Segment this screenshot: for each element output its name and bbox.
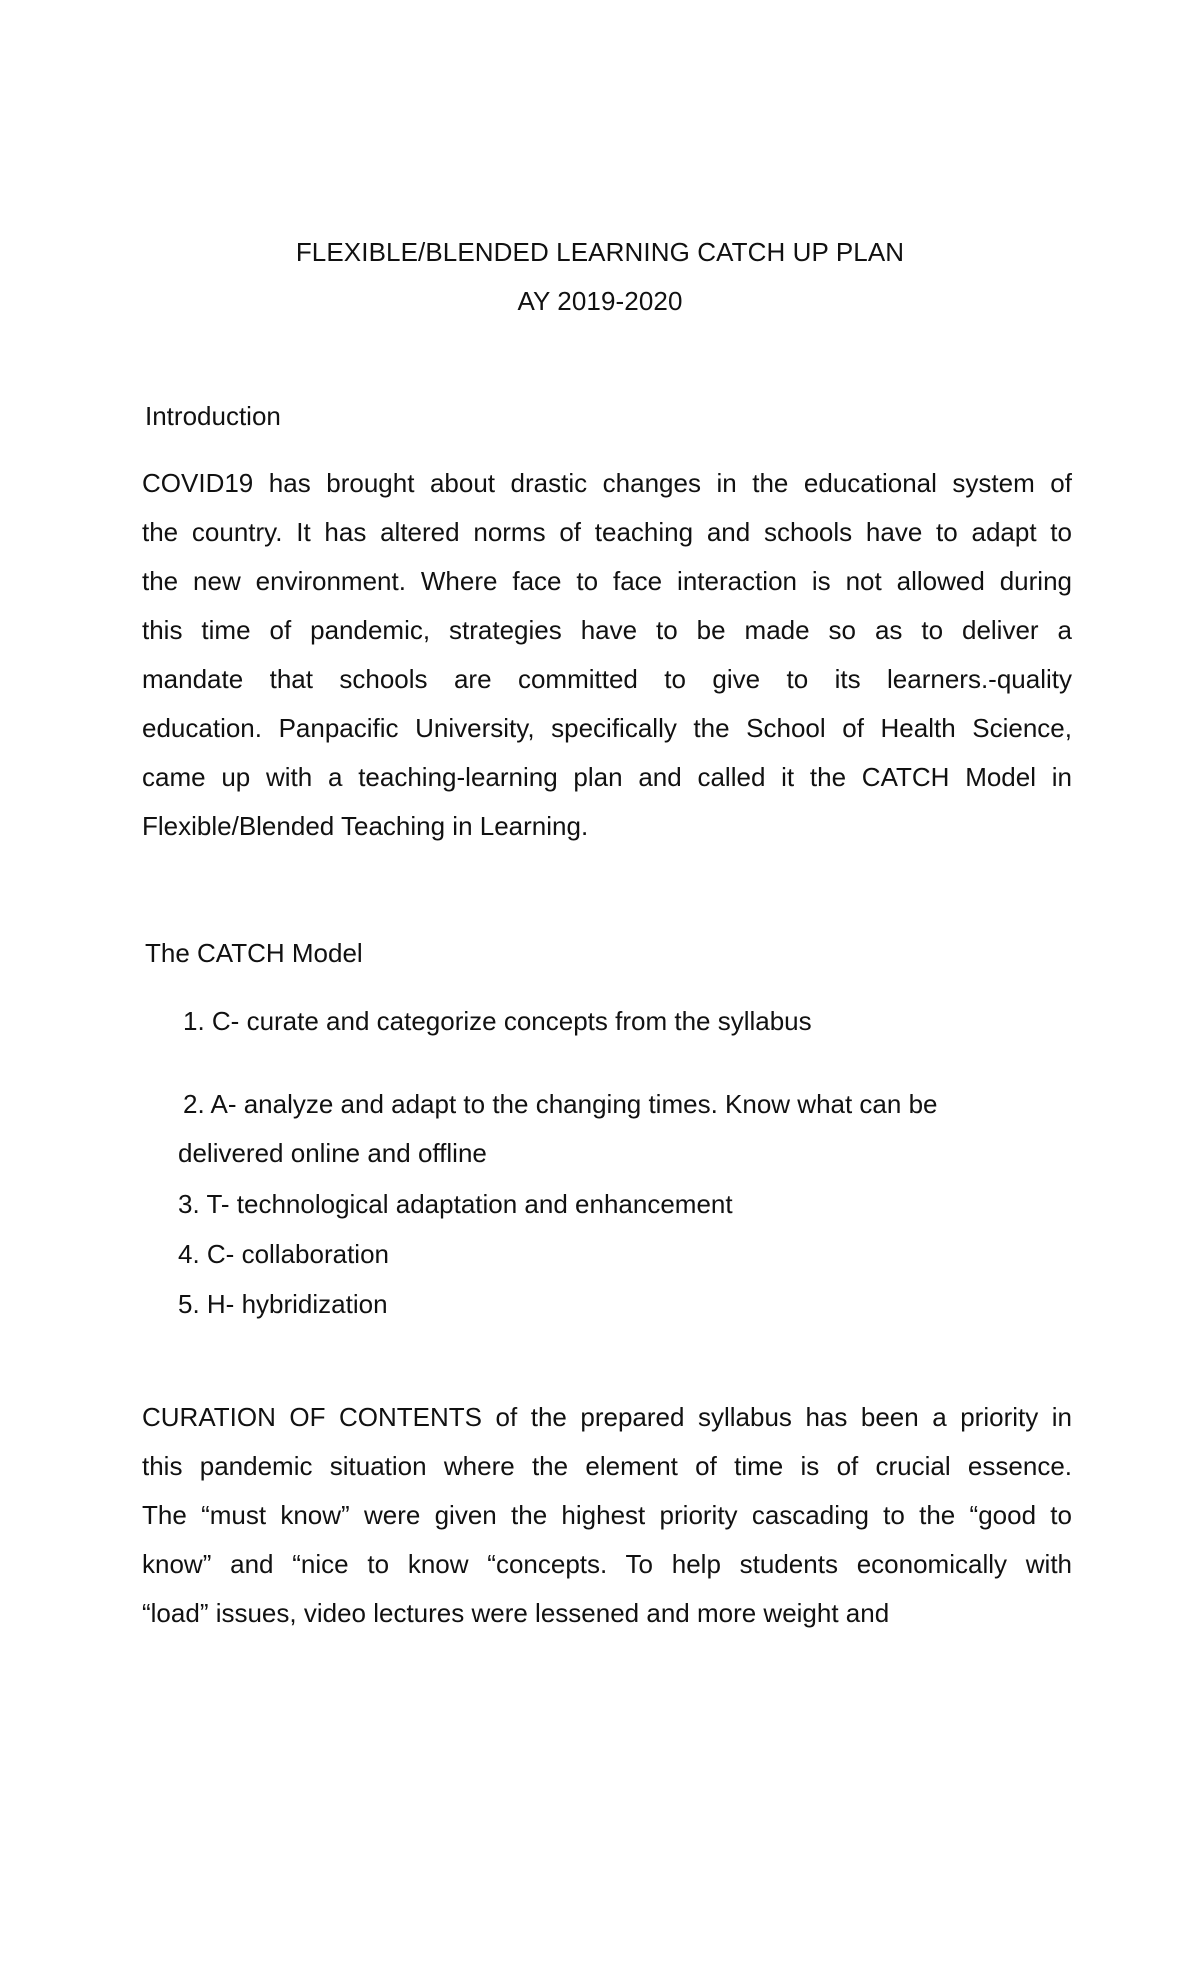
catch-list-item-continuation: delivered online and offline [178,1138,487,1168]
introduction-paragraph [142,459,1072,851]
paragraph-line: Flexible/Blended Teaching in Learning. [142,811,589,841]
paragraph-line: the country. It has altered norms of teaching and schools have to adapt to [142,517,1072,547]
curation-paragraph [142,1393,1072,1638]
introduction-heading: Introduction [145,401,281,431]
document-title: FLEXIBLE/BLENDED LEARNING CATCH UP PLAN [295,237,905,267]
paragraph-line: the new environment. Where face to face interaction is not allowed during [142,566,1072,596]
academic-year: AY 2019-2020 [517,286,683,316]
catch-list-item: 5. H- hybridization [178,1289,388,1319]
paragraph-line: this pandemic situation where the element of time is of crucial essence. [142,1451,1072,1481]
paragraph-line: COVID19 has brought about drastic changes in the educational system of [142,468,1072,498]
paragraph-line: “load” issues, video lectures were lessened and more weight and [142,1598,890,1628]
paragraph-line: mandate that schools are committed to give to its learners.-quality [142,664,1072,694]
catch-list-item: 1. C- curate and categorize concepts from the syllabus [183,1006,812,1036]
catch-list-item: 3. T- technological adaptation and enhancement [178,1189,733,1219]
catch-list-item: 4. C- collaboration [178,1239,389,1269]
paragraph-line: CURATION OF CONTENTS of the prepared syllabus has been a priority in [142,1402,1072,1432]
paragraph-line: came up with a teaching-learning plan and called it the CATCH Model in [142,762,1072,792]
paragraph-line: this time of pandemic, strategies have to be made so as to deliver a [142,615,1072,645]
catch-list-item: 2. A- analyze and adapt to the changing times. Know what can be [183,1089,938,1119]
catch-model-heading: The CATCH Model [145,938,363,968]
paragraph-line: education. Panpacific University, specifically the School of Health Science, [142,713,1072,743]
paragraph-line: The “must know” were given the highest priority cascading to the “good to [142,1500,1072,1530]
paragraph-line: know” and “nice to know “concepts. To help students economically with [142,1549,1072,1579]
